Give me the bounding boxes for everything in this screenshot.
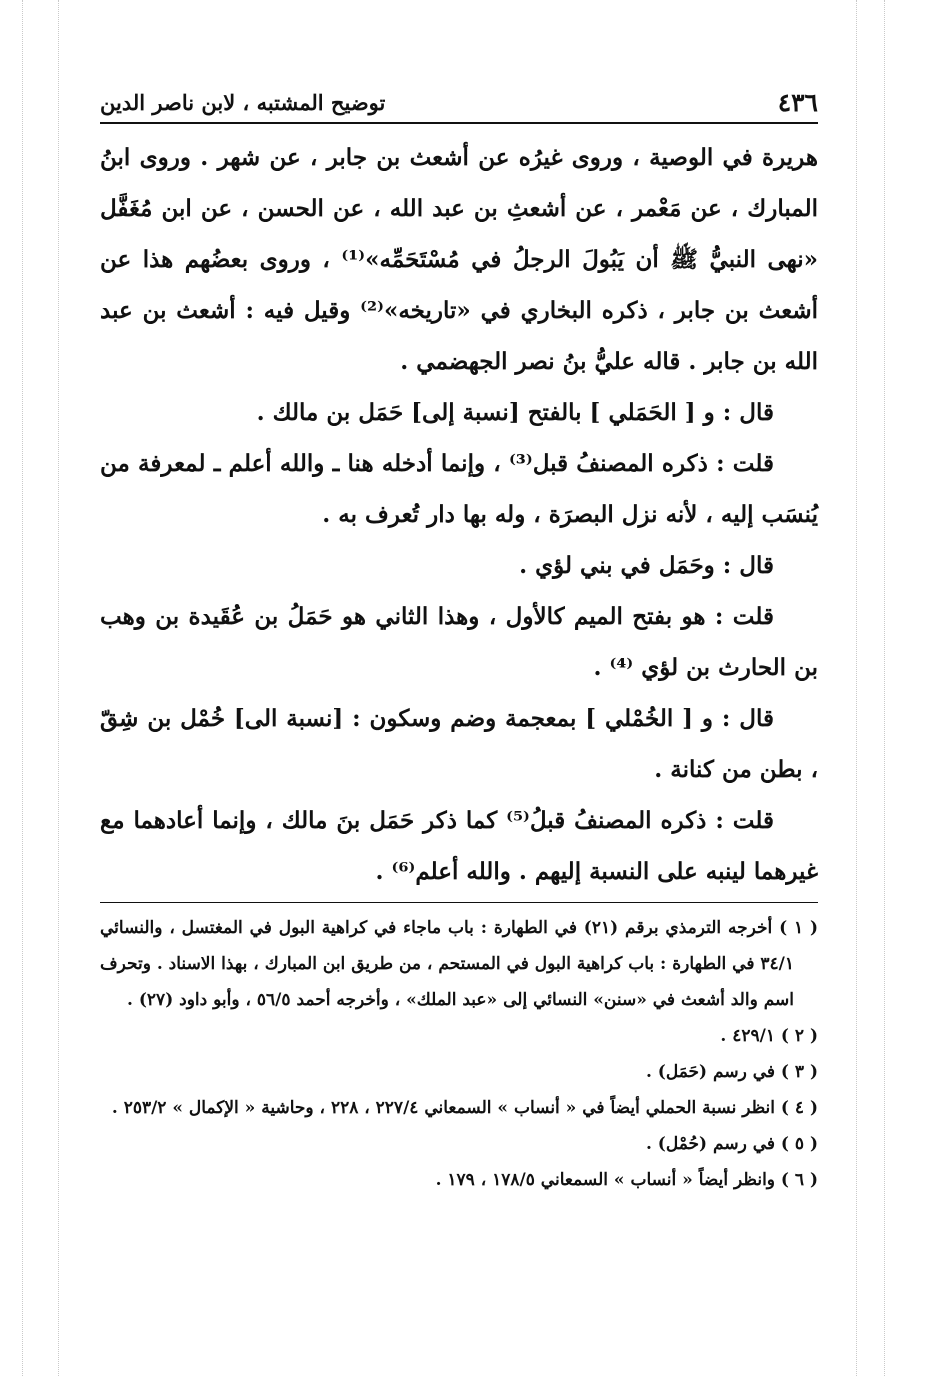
scan-artifact — [58, 0, 59, 1376]
paragraph: قال : و [ الحَمَلي ] بالفتح [نسبة إلى] حَمَل بن مالك . — [256, 399, 774, 426]
paragraph: قال : وحَمَل في بني لؤي . — [519, 552, 774, 579]
footnote: ( ٣ ) في رسم (حَمَل) . — [645, 1062, 818, 1082]
footnote: ( ٦ ) وانظر أيضاً « أنساب » السمعاني ١٧٨/٥ ، ١٧٩ . — [435, 1170, 818, 1190]
scan-artifact — [22, 0, 23, 1376]
paragraph: قلت : ذكره المصنفُ قبلُ⁽⁵⁾ كما ذكر حَمَل بنَ مالك ، وإنما أعادهما مع غيرهما لينبه على النسبة إليهم . والله أعلم⁽⁶⁾ . — [100, 807, 818, 885]
scan-artifact — [884, 0, 885, 1376]
paragraph: قال : و [ الخُمْلي ] بمعجمة وضم وسكون : [نسبة الى] خُمْل بن شِقّ ، بطن من كنانة . — [100, 705, 818, 783]
scan-artifact — [856, 0, 857, 1376]
page-header — [100, 88, 818, 124]
footnotes — [100, 910, 818, 1198]
footnote: ( ٢ ) ٤٢٩/١ . — [720, 1026, 818, 1046]
paragraph: هريرة في الوصية ، وروى غيرُه عن أشعث بن جابر ، عن شهر . وروى ابنُ المبارك ، عن مَعْمر ، عن أشعثِ بن عبد الله ، عن الحسن ، عن ابن مُغَفَّل «نهى النبيُّ ﷺ أن يَبُولَ الرجلُ في مُسْتَحَمِّه»⁽¹⁾ ، وروى بعضُهم هذا عن أشعث بن جابر ، ذكره البخاري في «تاريخه»⁽²⁾ وقيل فيه : أشعث بن عبد الله بن جابر . قاله عليُّ بنُ نصر الجهضمي . — [100, 144, 818, 375]
footnote: ( ٤ ) انظر نسبة الحملي أيضاً في « أنساب » السمعاني ٢٢٧/٤ ، ٢٢٨ ، وحاشية « الإكمال » ٢٥٣/٢ . — [111, 1098, 818, 1118]
footnote-divider — [100, 902, 818, 903]
running-title: توضيح المشتبه ، لابن ناصر الدين — [100, 90, 386, 115]
paragraph: قلت : هو بفتح الميم كالأول ، وهذا الثاني هو حَمَلُ بن عُقَيدة بن وهب بن الحارث بن لؤي ⁽⁴⁾ . — [100, 603, 818, 681]
main-text — [100, 132, 818, 897]
paragraph: قلت : ذكره المصنفُ قبل⁽³⁾ ، وإنما أدخله هنا ـ والله أعلم ـ لمعرفة من يُنسَب إليه ، لأنه نزل البصرَة ، وله بها دار تُعرف به . — [100, 450, 818, 528]
page-number: ٤٣٦ — [777, 88, 818, 117]
footnote: ( ١ ) أخرجه الترمذي برقم (٢١) في الطهارة : باب ماجاء في كراهية البول في المغتسل ، والنسائي ٣٤/١ في الطهارة : باب كراهية البول في المستحم ، من طريق ابن المبارك ، بهذا الاسناد . وتحرف اسم والد أشعث في «سنن» النسائي إلى «عبد الملك» ، وأخرجه أحمد ٥٦/٥ ، وأبو داود (٢٧) . — [100, 918, 818, 1010]
footnote: ( ٥ ) في رسم (حُمْل) . — [645, 1134, 818, 1154]
